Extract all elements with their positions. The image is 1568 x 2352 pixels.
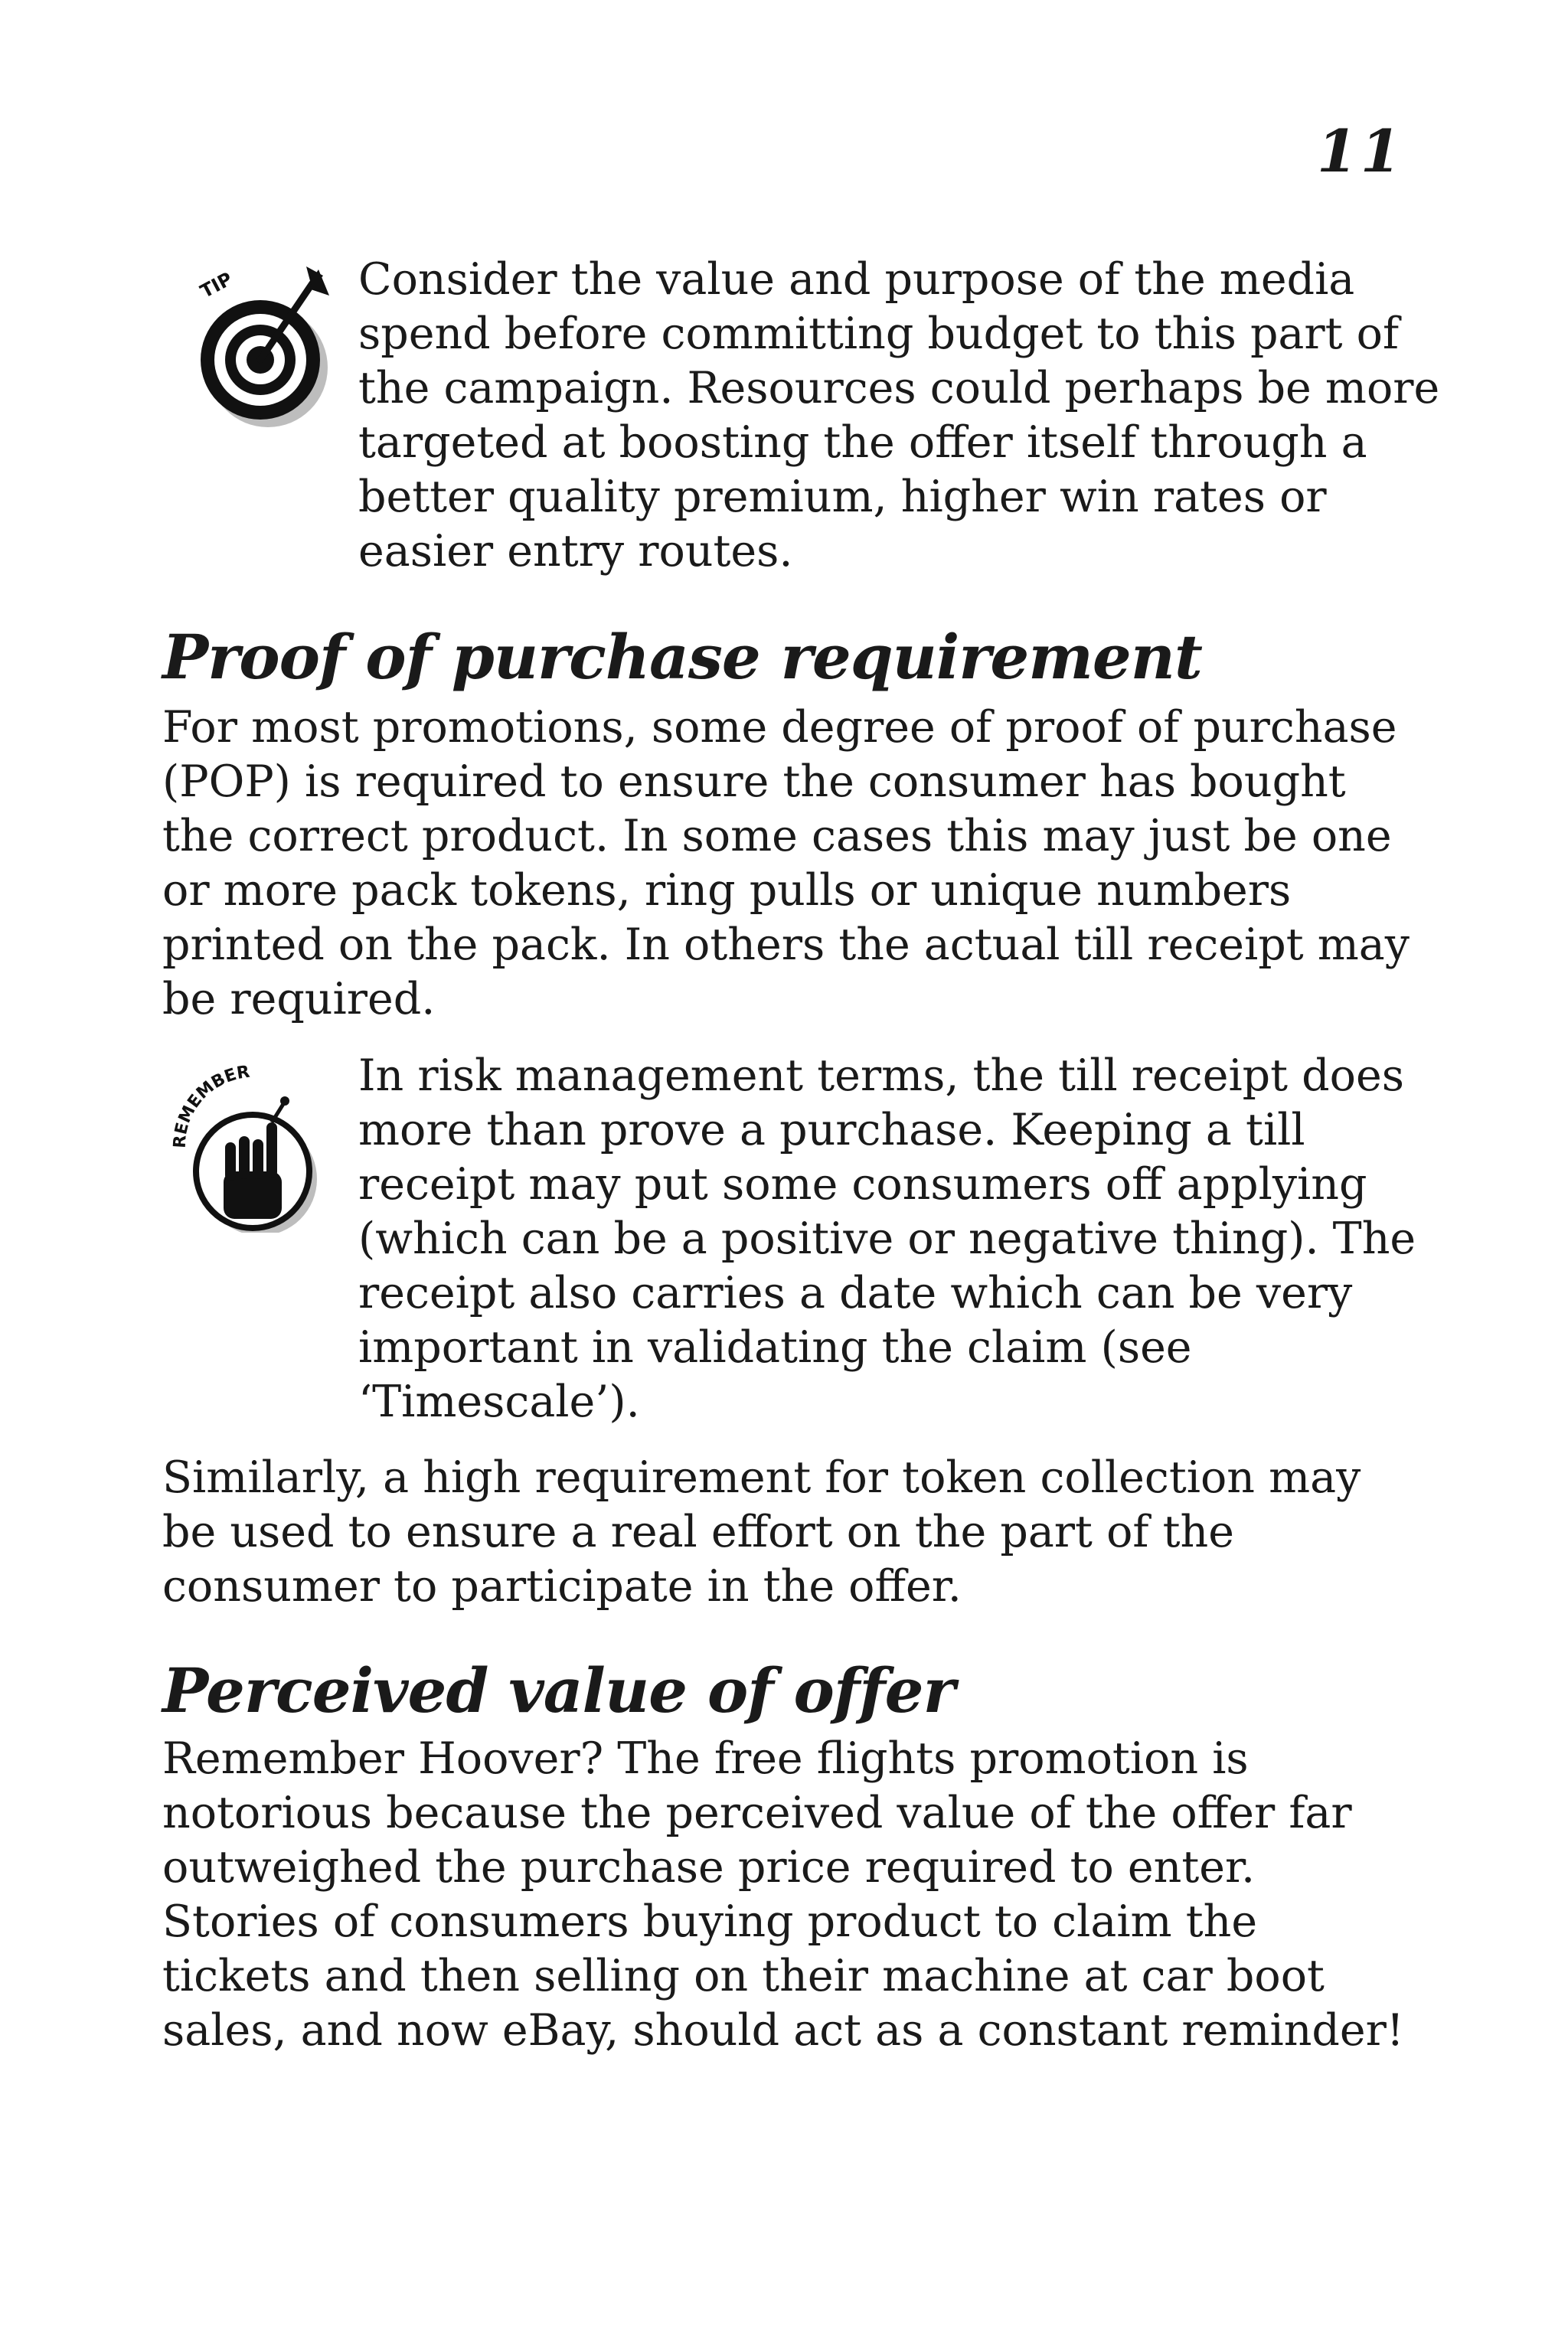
remember-hand-icon — [168, 1057, 322, 1233]
section-heading-proof-of-purchase: Proof of purchase requirement — [162, 621, 1202, 693]
remember-text: In risk management terms, the till receipt does more than prove a purchase. Keeping a till receipt may put some consumers off applying (which can be a positive or negative thing). The receipt also carries a date which can be very important in validating the claim (see ‘Timescale’). — [358, 1050, 1416, 1427]
svg-text:TIP: TIP — [197, 268, 237, 302]
section-heading-perceived-value: Perceived value of offer — [162, 1655, 955, 1726]
proof-of-purchase-paragraph: For most promotions, some degree of proof of purchase (POP) is required to ensure the consumer has bought the correct product. In some cases this may just be one or more pack tokens, ring pulls or unique numbers printed on the pack. In others the actual till receipt may be required. — [162, 702, 1410, 1024]
tip-target-icon — [184, 253, 337, 429]
token-collection-paragraph: Similarly, a high requirement for token collection may be used to ensure a real effort on the part of the consumer to participate in the offer. — [162, 1452, 1361, 1612]
tip-text: Consider the value and purpose of the media spend before committing budget to this part of the campaign. Resources could perhaps be more targeted at boosting the offer itself through a better quality premium, higher win rates or easier entry routes. — [358, 254, 1440, 577]
svg-text:REMEMBER: REMEMBER — [170, 1062, 251, 1149]
perceived-value-paragraph: Remember Hoover? The free flights promotion is notorious because the perceived value of the offer far outweighed the purchase price required to enter. Stories of consumers buying product to claim the tickets and then selling on their machine at car boot sales, and now eBay, should act as a constant reminder! — [162, 1733, 1404, 2056]
page-number: 11 — [1317, 117, 1404, 185]
